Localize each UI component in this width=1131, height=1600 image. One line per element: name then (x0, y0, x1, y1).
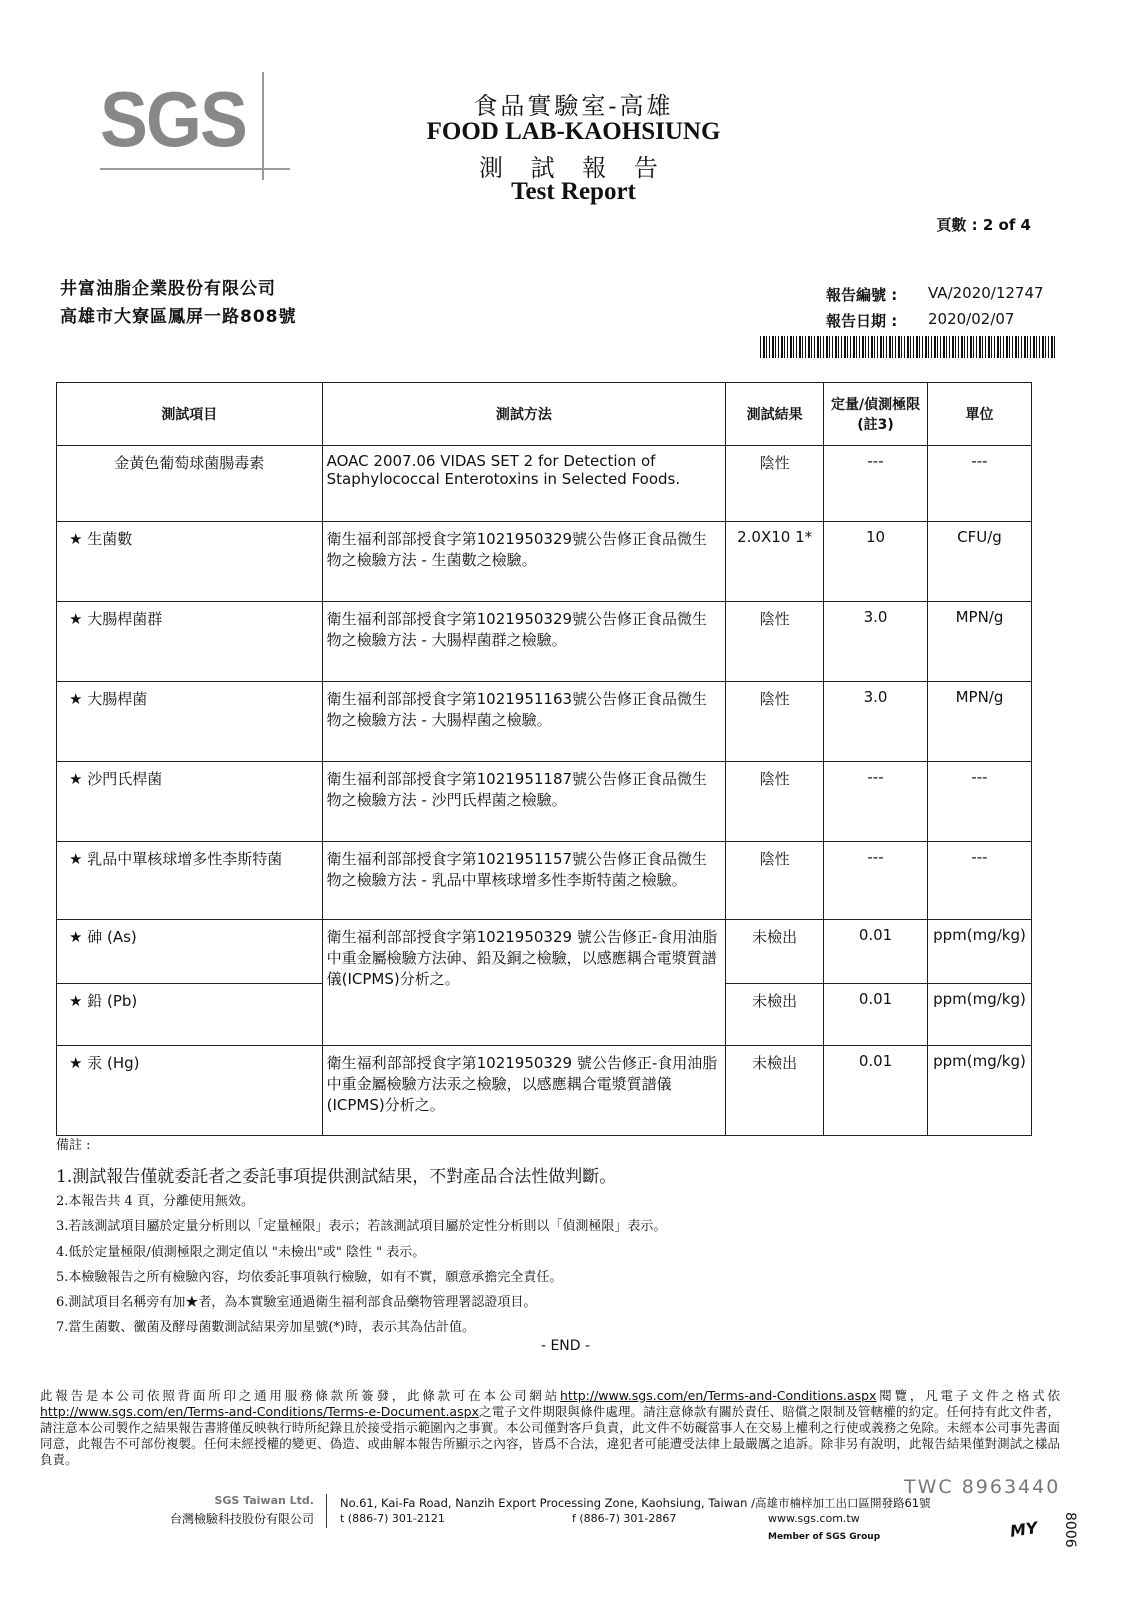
row-limit: 0.01 (824, 920, 928, 984)
row-result: 陰性 (726, 682, 824, 762)
row-result: 2.0X10 1* (726, 522, 824, 602)
row-item: ★ 鉛 (Pb) (57, 984, 323, 1046)
row-unit: --- (927, 446, 1031, 522)
row-unit: ppm(mg/kg) (927, 920, 1031, 984)
note-7: 7.當生菌數、黴菌及酵母菌數測試結果旁加星號(*)時，表示其為估計值。 (56, 1320, 476, 1335)
client-address: 高雄市大寮區鳳屏一路808號 (60, 307, 297, 327)
row-item: ★ 大腸桿菌 (57, 682, 323, 762)
terms-e-document-link[interactable]: http://www.sgs.com/en/Terms-and-Conditions/Terms-e-Document.aspx (40, 1404, 479, 1419)
header-result: 測試結果 (726, 383, 824, 446)
row-result: 陰性 (726, 842, 824, 920)
note-5: 5.本檢驗報告之所有檢驗內容，均依委託事項執行檢驗，如有不實，願意承擔完全責任。 (56, 1270, 563, 1285)
legal-disclaimer (40, 1388, 1060, 1468)
report-no-label: 報告編號 : (826, 286, 898, 304)
row-item: ★ 沙門氏桿菌 (57, 762, 323, 842)
legal-text-1: 此報告是本公司依照背面所印之通用服務條款所簽發，此條款可在本公司網站 (40, 1388, 560, 1403)
row-result: 未檢出 (726, 984, 824, 1046)
row-method: 衛生福利部部授食字第1021951157號公告修正食品微生物之檢驗方法 - 乳品中單核球增多性李斯特菌之檢驗。 (322, 842, 726, 920)
table-row (57, 522, 1032, 602)
report-date-label: 報告日期 : (826, 312, 898, 330)
report-title-en: Test Report (511, 178, 636, 205)
row-unit: --- (927, 762, 1031, 842)
footer-divider (326, 1494, 327, 1528)
row-method: 衛生福利部部授食字第1021950329 號公告修正-食用油脂中重金屬檢驗方法汞之檢驗，以感應耦合電漿質譜儀(ICPMS)分析之。 (322, 1046, 726, 1136)
row-item: ★ 生菌數 (57, 522, 323, 602)
table-row (57, 1046, 1032, 1136)
row-limit: --- (824, 842, 928, 920)
row-method: 衛生福利部部授食字第1021950329 號公告修正-食用油脂中重金屬檢驗方法砷、鉛及銅之檢驗，以感應耦合電漿質譜儀(ICPMS)分析之。 (322, 920, 726, 1046)
row-item: ★ 砷 (As) (57, 920, 323, 984)
lab-title-en: FOOD LAB-KAOHSIUNG (426, 118, 721, 145)
barcode (760, 336, 1056, 358)
header-method: 測試方法 (322, 383, 726, 446)
row-unit: ppm(mg/kg) (927, 984, 1031, 1046)
row-method: 衛生福利部部授食字第1021950329號公告修正食品微生物之檢驗方法 - 生菌數之檢驗。 (322, 522, 726, 602)
sgs-logo: SGS (100, 75, 247, 163)
report-no-value: VA/2020/12747 (928, 284, 1044, 302)
report-title-zh: 測 試 報 告 (479, 154, 668, 182)
table-row (57, 682, 1032, 762)
row-limit: 3.0 (824, 602, 928, 682)
row-unit: --- (927, 842, 1031, 920)
results-table (56, 382, 1032, 1136)
table-row (57, 446, 1032, 522)
lab-title-zh: 食品實驗室-高雄 (473, 92, 674, 120)
row-item: 金黃色葡萄球菌腸毒素 (57, 446, 323, 522)
row-unit: MPN/g (927, 682, 1031, 762)
header-unit: 單位 (927, 383, 1031, 446)
row-item: ★ 大腸桿菌群 (57, 602, 323, 682)
note-1: 1.測試報告僅就委託者之委託事項提供測試結果，不對產品合法性做判斷。 (56, 1167, 617, 1187)
row-method: AOAC 2007.06 VIDAS SET 2 for Detection of Staphylococcal Enterotoxins in Selected Foods. (322, 446, 726, 522)
initials: MY (1008, 1518, 1039, 1541)
table-row (57, 762, 1032, 842)
row-result: 未檢出 (726, 920, 824, 984)
row-result: 未檢出 (726, 1046, 824, 1136)
side-number: 8006 (1062, 1512, 1078, 1548)
row-item: ★ 乳品中單核球增多性李斯特菌 (57, 842, 323, 920)
header-item: 測試項目 (57, 383, 323, 446)
client-name: 井富油脂企業股份有限公司 (60, 279, 276, 299)
row-method: 衛生福利部部授食字第1021951187號公告修正食品微生物之檢驗方法 - 沙門氏桿菌之檢驗。 (322, 762, 726, 842)
row-unit: CFU/g (927, 522, 1031, 602)
company-zh: 台灣檢驗科技股份有限公司 (169, 1512, 314, 1526)
table-row (57, 842, 1032, 920)
table-row (57, 602, 1032, 682)
terms-link[interactable]: http://www.sgs.com/en/Terms-and-Conditions.aspx (560, 1388, 877, 1403)
end-marker: - END - (540, 1338, 591, 1354)
row-limit: 10 (824, 522, 928, 602)
telephone: t (886-7) 301-2121 (340, 1512, 445, 1525)
note-3: 3.若該測試項目屬於定量分析則以「定量極限」表示；若該測試項目屬於定性分析則以「偵測極限」表示。 (56, 1219, 667, 1234)
table-header-row (57, 383, 1032, 446)
header-limit: 定量/偵測極限(註3) (824, 383, 928, 446)
row-result: 陰性 (726, 762, 824, 842)
row-limit: 3.0 (824, 682, 928, 762)
serial-number: TWC 8963440 (904, 1476, 1061, 1498)
table-row (57, 920, 1032, 984)
row-unit: ppm(mg/kg) (927, 1046, 1031, 1136)
company-en: SGS Taiwan Ltd. (214, 1494, 314, 1507)
row-result: 陰性 (726, 602, 824, 682)
report-date-value: 2020/02/07 (928, 310, 1015, 328)
legal-text-3: 之電子文件期限與條件處理。請注意條款有關於責任、賠償之限制及管轄權的約定。任何持有此文件者，請注意本公司製作之結果報告書將僅反映執行時所紀錄且於接受指示範圍內之事實。本公司僅對客戶負責，此文件不妨礙當事人在交易上權利之行使或義務之免除。未經本公司事先書面同意，此報告不可部份複製。任何未經授權的變更、偽造、或曲解本報告所顯示之內容，皆爲不合法，違犯者可能遭受法律上最嚴厲之追訴。除非另有說明，此報告結果僅對測試之樣品負責。 (40, 1404, 1060, 1467)
row-limit: 0.01 (824, 1046, 928, 1136)
row-item: ★ 汞 (Hg) (57, 1046, 323, 1136)
member-of-sgs: Member of SGS Group (768, 1532, 881, 1542)
website[interactable]: www.sgs.com.tw (768, 1512, 860, 1525)
legal-text-2: 閱覽，凡電子文件之格式依 (876, 1388, 1060, 1403)
fax: f (886-7) 301-2867 (572, 1512, 677, 1525)
notes-title: 備註 : (56, 1138, 91, 1153)
row-result: 陰性 (726, 446, 824, 522)
company-address: No.61, Kai-Fa Road, Nanzih Export Processing Zone, Kaohsiung, Taiwan /高雄市楠梓加工出口區開發路61號 (340, 1496, 931, 1510)
page-number: 頁數 : 2 of 4 (936, 216, 1031, 234)
note-2: 2.本報告共 4 頁，分離使用無效。 (56, 1194, 254, 1209)
row-limit: 0.01 (824, 984, 928, 1046)
row-limit: --- (824, 446, 928, 522)
note-4: 4.低於定量極限/偵測極限之測定值以 "未檢出"或" 陰性 " 表示。 (56, 1245, 426, 1260)
row-limit: --- (824, 762, 928, 842)
note-6: 6.測試項目名稱旁有加★者，為本實驗室通過衛生福利部食品藥物管理署認證項目。 (56, 1295, 537, 1310)
row-unit: MPN/g (927, 602, 1031, 682)
row-method: 衛生福利部部授食字第1021950329號公告修正食品微生物之檢驗方法 - 大腸桿菌群之檢驗。 (322, 602, 726, 682)
row-method: 衛生福利部部授食字第1021951163號公告修正食品微生物之檢驗方法 - 大腸桿菌之檢驗。 (322, 682, 726, 762)
